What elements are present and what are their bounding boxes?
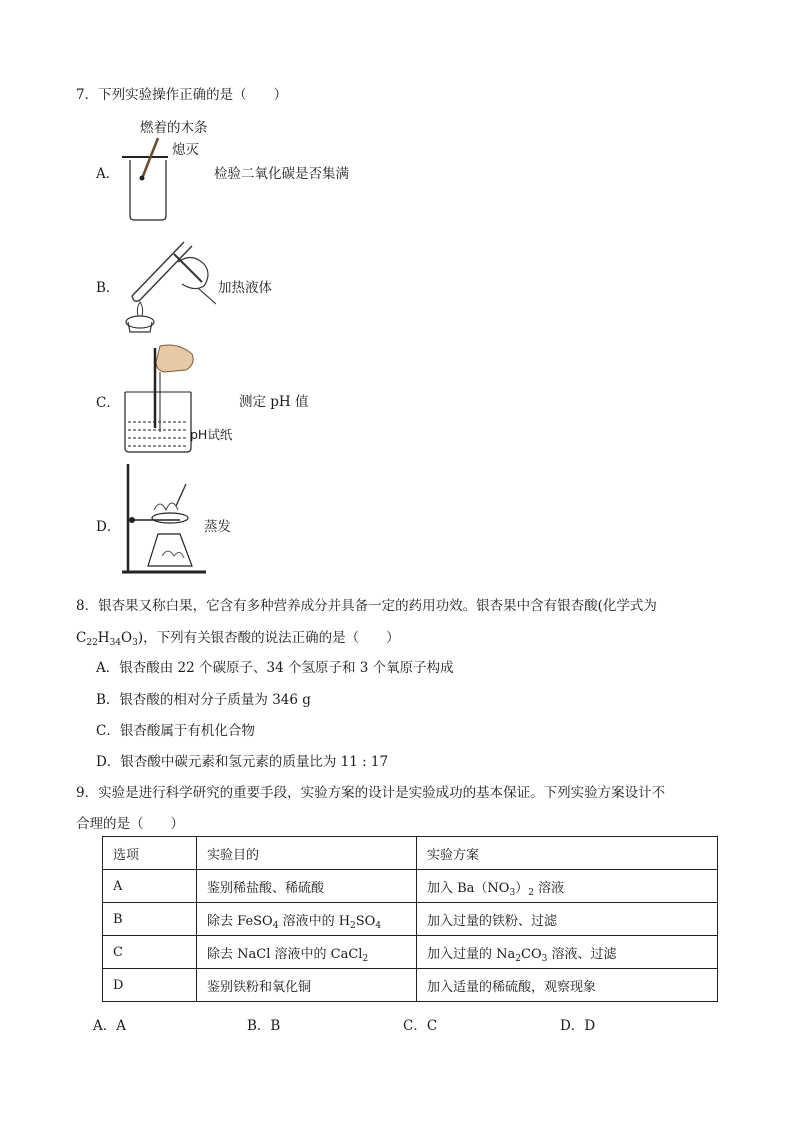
row-c-plan [417,936,718,969]
row-a-plan [417,870,718,903]
heating-liquid-icon [112,234,216,334]
formula-h-sub: 34 [109,638,122,648]
row-a-plan-sub2: 2 [528,887,534,898]
row-a-plan-sub: 3 [509,887,516,898]
gas-jar-burning-stick-icon [118,136,178,224]
q8-stem-tail: )，下列有关银杏酸的说法正确的是（ ） [137,630,400,646]
formula-o-sub: 3 [132,638,138,648]
row-c-plan-sub: 2 [515,953,521,964]
q7-option-c-label[interactable]: C． [96,395,120,411]
table-header-row [103,837,718,870]
row-b-plan: 加入过量的铁粉、过滤 [417,903,718,936]
q8-option-b[interactable]: B．银杏酸的相对分子质量为 346 g [96,692,311,708]
row-c-plan-end: 溶液、过滤 [547,946,617,962]
row-d-purpose: 鉴别铁粉和氧化铜 [197,969,417,1002]
row-a-option: A [103,870,197,903]
row-a-plan-end: 溶液 [533,880,565,896]
header-plan: 实验方案 [417,837,718,870]
q7-a-note-extinguished: 熄灭 [172,142,199,158]
formula-h: H [97,630,110,646]
row-c-purpose-pre: 除去 NaCl 溶液中的 CaCl [207,946,363,962]
q9-table [102,836,718,1002]
formula-c: C [76,630,87,646]
row-d-plan: 加入适量的稀硫酸，观察现象 [417,969,718,1002]
q7-c-caption: 测定 pH 值 [239,394,309,410]
row-b-option: B [103,903,197,936]
table-row [103,969,718,1002]
q9-stem-line2: 合理的是（ ） [76,816,184,832]
q8-option-a[interactable]: A．银杏酸由 22 个碳原子、34 个氢原子和 3 个氧原子构成 [96,660,454,676]
header-purpose: 实验目的 [197,837,417,870]
row-b-purpose-sub3: 4 [375,920,382,931]
q9-answer-a[interactable]: A．A [93,1018,126,1034]
row-b-purpose-pre: 除去 FeSO [207,913,273,929]
q7-a-note-burning-stick: 燃着的木条 [140,120,208,136]
formula-o: O [121,630,133,646]
q7-option-b-label[interactable]: B． [96,280,120,296]
q7-b-caption: 加热液体 [218,280,272,296]
table-row [103,936,718,969]
row-a-plan-post: ） [515,880,529,896]
row-a-plan-pre: 加入 Ba（NO [427,880,510,896]
q9-stem-line1: 9．实验是进行科学研究的重要手段，实验方案的设计是实验成功的基本保证。下列实验方案设计不 [76,785,666,801]
q8-option-d[interactable]: D．银杏酸中碳元素和氢元素的质量比为 11 : 17 [96,754,389,770]
q7-a-caption: 检验二氧化碳是否集满 [214,166,349,182]
row-b-purpose-mid2: SO [355,913,376,929]
q7-option-a-label[interactable]: A． [96,166,120,182]
row-d-option: D [103,969,197,1002]
q9-answer-c[interactable]: C．C [403,1018,438,1034]
row-b-purpose-sub: 4 [272,920,279,931]
q7-stem: 7．下列实验操作正确的是（ ） [76,87,288,103]
table-row [103,903,718,936]
row-c-purpose [197,936,417,969]
header-option: 选项 [103,837,197,870]
row-c-plan-pre: 加入过量的 Na [427,946,516,962]
evaporation-setup-icon [120,462,210,576]
q8-stem-line2 [76,626,400,646]
q8-option-c[interactable]: C．银杏酸属于有机化合物 [96,723,255,739]
q9-answer-d[interactable]: D．D [560,1018,596,1034]
row-c-plan-sub2: 3 [541,953,548,964]
row-c-option: C [103,936,197,969]
row-b-purpose-sub2: 2 [350,920,356,931]
row-c-purpose-sub: 2 [362,953,369,964]
formula-c-sub: 22 [86,638,98,648]
q7-option-d-label[interactable]: D． [96,519,121,535]
beaker-ph-test-icon [120,342,200,456]
row-c-plan-mid: CO [521,946,542,962]
row-a-purpose: 鉴别稀盐酸、稀硫酸 [197,870,417,903]
q9-answer-b[interactable]: B．B [247,1018,281,1034]
q7-d-caption: 蒸发 [204,519,231,535]
row-b-purpose [197,903,417,936]
q8-stem-line1: 8．银杏果又称白果，它含有多种营养成分并具备一定的药用功效。银杏果中含有银杏酸(化学式为 [76,598,657,614]
q7-c-note-ph-paper: pH试纸 [190,427,233,442]
row-b-purpose-mid: 溶液中的 H [278,913,351,929]
table-row [103,870,718,903]
